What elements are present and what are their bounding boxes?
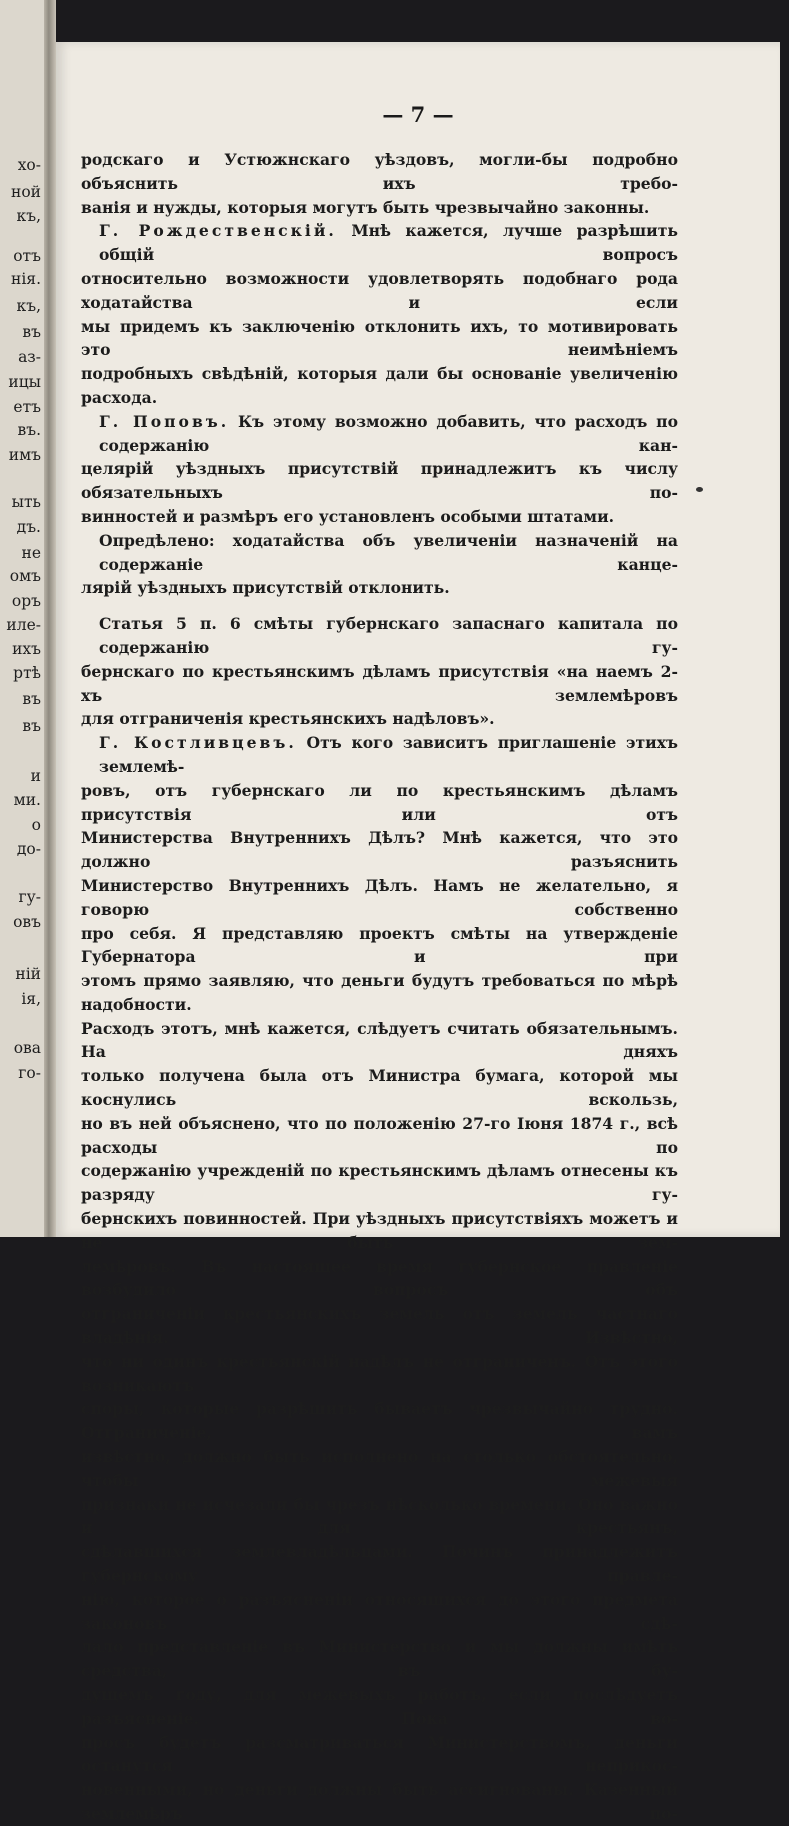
line-text: Министерство Внутреннихъ Дѣлъ. Намъ не желательно, я говорю собственно [81,875,678,919]
text-line [81,1635,678,1683]
left-page-fragment: хо- [17,156,41,174]
line-text: сдѣлавшихся землевладѣльцами. Починъ принадлежитъ губернскому правле- [81,1542,678,1586]
line-text: Опредѣлено: ходатайства объ увеличеніи назначеній на содержаніе канце- [99,530,678,574]
left-page-fragment: ія, [21,990,41,1008]
line-text: извѣстно, должно быть исполнено на столько обстоятельно, чтобы межевыя [81,1447,678,1490]
text-line [81,1302,678,1350]
left-page-fragment: въ. [17,421,41,439]
speaker-name: Г. Костливцевъ. [99,733,297,753]
left-page-fragment: гу- [18,888,41,906]
text-line [81,1778,678,1826]
line-text: просъ будетъ разсматриваться Министерствомъ, деньги останутся неприкос- [81,1732,678,1776]
text-line [81,660,678,708]
text-line [81,505,678,529]
line-text: Къ этому возможно добавить, что расходъ по содержанію кан- [99,411,678,455]
left-page-fragment: ртѣ [13,664,41,682]
text-line [81,1159,678,1207]
line-text: ванія и нужды, которыя могутъ быть чрезвычайно законны. [81,197,650,217]
speaker-name: Г. Поповъ. [99,411,230,431]
left-page-fragment: омъ [9,567,41,585]
left-page-fragment: ихъ [12,640,41,658]
left-page-edge [0,0,44,1237]
ink-blot [696,487,703,492]
section-gap [81,600,678,612]
left-page-fragment: ицы [8,373,41,391]
left-page-fragment: ми. [13,791,41,809]
text-line [81,1683,678,1731]
left-page-fragment: къ, [16,207,41,225]
left-page-fragment: етъ [13,398,41,416]
line-text: споры, которые разрѣшить бываетъ чрезвычайно трудно. Отграниченіе, вамъ [81,1399,678,1443]
left-page-fragment: до- [16,840,41,858]
left-page-fragment: дъ. [16,518,41,536]
text-line [81,1255,678,1303]
text-line [81,1731,678,1779]
left-page-fragment: иле- [6,616,41,634]
line-text: новенными, но деньги должны быть ассигнованы. Казенный землемѣръ по- [81,1780,678,1823]
left-page-fragment: ыть [11,493,41,511]
line-text: лемѣровъ. Въ настоящее время губернское правленіе возбудило вопросъ объ [81,1256,678,1300]
text-line [81,529,678,577]
left-page-fragment: имъ [8,446,41,464]
line-text: целярій уѣздныхъ присутствій принадлежитъ къ числу обязательныхъ по- [81,459,678,503]
line-text: относительно возможности удовлетворять подобнаго рода ходатайства и если [81,268,678,312]
line-text: бернскихъ повинностей. При уѣздныхъ присутствіяхъ можетъ и не быть зем- [81,1209,678,1252]
line-text: Отъ кого зависитъ приглашеніе этихъ землемѣ- [99,733,678,776]
body-text [81,148,678,1826]
line-text: для отграниченія крестьянскихъ надѣловъ». [81,709,495,729]
left-page-fragment: въ [22,717,41,735]
text-line [81,779,678,827]
text-line [81,1540,678,1588]
line-text: родскаго и Устюжнскаго уѣздовъ, могли-бы подробно объяснить ихъ требо- [81,150,678,193]
left-page-fragment: въ [22,323,41,341]
line-text: винностей и размѣръ его установленъ особыми штатами. [81,506,615,526]
left-page-fragment: и [30,767,41,785]
line-text: Министерства Внутреннихъ Дѣлъ? Мнѣ кажется, что это должно разъяснить [81,828,678,872]
left-page-fragment: овъ [13,913,41,931]
line-text: что ни одинъ крестьянскій надѣлъ не отграниченъ. Отъ этого возникаютъ [81,1351,678,1395]
line-text: содержанію учрежденій по крестьянскимъ дѣламъ отнесены къ разряду гу- [81,1161,678,1205]
line-text: но въ ней объяснено, что по положенію 27-го Іюня 1874 г., всѣ расходы по [81,1113,678,1157]
text-line [81,922,678,970]
text-line [81,1017,678,1065]
text-line [81,315,678,363]
left-page-fragment: не [21,544,41,562]
line-text: про себя. Я представляю проектъ смѣты на утвержденіе Губернатора и при [81,923,678,967]
left-page-fragment: го- [18,1064,41,1082]
left-page-fragment: аз- [18,348,41,366]
text-line [81,410,678,458]
text-line [81,874,678,922]
line-text: бернскаго по крестьянскимъ дѣламъ присутствія «на наемъ 2-хъ землемѣровъ [81,661,678,705]
text-line [81,826,678,874]
left-page-fragment: отъ [13,247,41,265]
speaker-name: Г. Рождественскій. [99,221,337,241]
left-page-fragment: ной [11,183,41,201]
line-text: лало представленіе въ Министерство и мы должны имѣть средства, въ бу- [81,1637,678,1681]
text-line [81,1397,678,1445]
text-line [81,1350,678,1398]
text-line [81,707,678,731]
text-line [81,731,678,779]
text-line [81,576,678,600]
left-page-fragment: ова [13,1039,41,1057]
text-line [81,1112,678,1160]
line-text: отграниченіи крестьянскихъ земель отъ земель частнаго владѣнія. Извѣстно, [81,1304,678,1348]
left-page-fragment: нія. [11,270,41,288]
text-line [81,969,678,1017]
text-line [81,612,678,660]
document-page [56,42,780,1823]
line-text: нію, которое о разъясненіи относящихся до этого предмета законовъ сдѣ- [81,1589,678,1633]
text-line [81,196,678,220]
line-text: мы придемъ къ заключенію отклонить ихъ, то мотивировать это неимѣніемъ [81,316,678,360]
text-line [81,362,678,410]
line-text: Статья 5 п. 6 смѣты губернскаго запаснаго капитала по содержанію гу- [99,614,678,657]
left-page-fragment: ній [15,965,41,983]
text-line [81,267,678,315]
left-page-fragment: къ, [16,297,41,315]
left-page-fragment: въ [22,690,41,708]
line-text: лярій уѣздныхъ присутствій отклонить. [81,578,450,598]
line-text: признаки не исчезали бы чрезъ нѣсколько времени. Оно важно и для крестьянъ, [81,1494,678,1538]
text-line [81,1493,678,1541]
text-line [81,457,678,505]
text-line [81,148,678,196]
text-line [81,1207,678,1255]
text-line [81,1064,678,1112]
book-gutter [44,0,56,1237]
line-text: ровъ, отъ губернскаго ли по крестьянскимъ дѣламъ присутствія или отъ [81,780,678,824]
page-number: — 7 — [382,102,454,127]
left-page-fragment: оръ [11,592,41,610]
line-text: подробныхъ свѣдѣній, которыя дали бы основаніе увеличенію расхода. [81,364,678,407]
line-text: только получена была отъ Министра бумага, которой мы коснулись вскользь, [81,1066,678,1110]
left-page-fragment: о [31,816,41,834]
line-text: Мнѣ кажется, лучше разрѣшить общій вопросъ [99,221,678,265]
line-text: дущемъ году, для межевыхъ работъ, если послѣдуетъ разъясненіе. Пока во- [81,1685,678,1728]
text-line [81,219,678,267]
text-line [81,1588,678,1636]
line-text: Расходъ этотъ, мнѣ кажется, слѣдуетъ считать обязательнымъ. На дняхъ [81,1018,678,1062]
line-text: этомъ прямо заявляю, что деньги будутъ требоваться по мѣрѣ надобности. [81,971,678,1014]
text-line [81,1445,678,1493]
